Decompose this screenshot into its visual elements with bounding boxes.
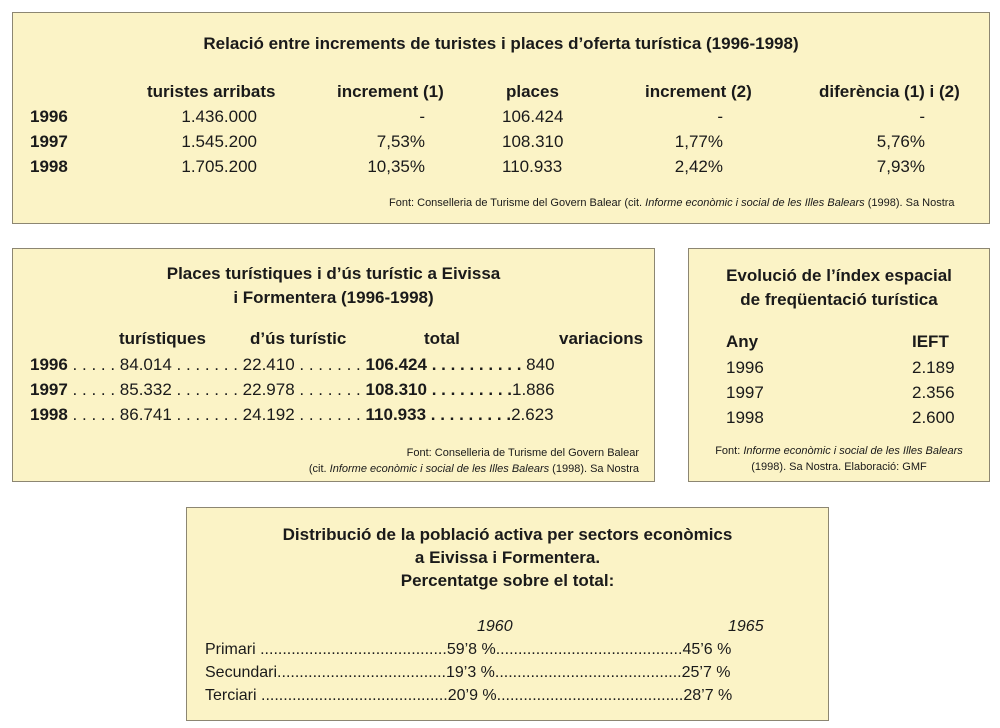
table3-year: 1996 — [726, 358, 764, 377]
table3-header-any: Any — [726, 332, 759, 351]
panel-ieft-index — [688, 248, 990, 482]
table1-inc1: 7,53% — [376, 132, 425, 151]
table1-header-increment2: increment (2) — [645, 82, 752, 101]
table2-source: Font: Conselleria de Turisme del Govern Balear (cit. Informe econòmic i social de les Illes Balears (1998). Sa Nostra — [308, 447, 639, 475]
table4-title-line2: a Eivissa i Formentera. — [414, 548, 601, 567]
table2-row: 1996 . . . . . 84.014 . . . . . . . 22.410 . . . . . . . 106.424 . . . . . . . . . . 840 — [30, 355, 555, 374]
table1-diff: 5,76% — [876, 132, 925, 151]
table1-places: 110.933 — [502, 157, 563, 176]
table3-value: 2.600 — [912, 408, 955, 427]
table4-title-line3: Percentatge sobre el total: — [400, 571, 615, 590]
table1-year: 1998 — [30, 157, 68, 176]
panel-active-population — [186, 507, 829, 721]
table3-value: 2.189 — [912, 358, 955, 377]
table1-diff: - — [919, 107, 925, 126]
table1-year: 1997 — [30, 132, 68, 151]
table1-inc1: 10,35% — [367, 157, 425, 176]
table3-year: 1998 — [726, 408, 764, 427]
table3-value: 2.356 — [912, 383, 955, 402]
table4-row: Secundari......................................19’3 %..........................................25’7 % — [205, 664, 731, 681]
table3-title-line1: Evolució de l’índex espacial — [726, 266, 952, 285]
table3-title-line2: de freqüentació turística — [740, 290, 938, 309]
table4-row: Primari ..........................................59’8 %..........................................45’6 % — [205, 641, 732, 658]
table3-year: 1997 — [726, 383, 764, 402]
table1-places: 108.310 — [502, 132, 564, 151]
table2-row: 1997 . . . . . 85.332 . . . . . . . 22.978 . . . . . . . 108.310 . . . . . . . . .1.886 — [30, 380, 555, 399]
table1-diff: 7,93% — [876, 157, 925, 176]
table1-header-difference: diferència (1) i (2) — [819, 82, 960, 101]
table2-header-turistiques: turístiques — [119, 329, 206, 348]
table2-title-line2: i Formentera (1996-1998) — [233, 288, 434, 307]
panel-tourist-increments — [12, 12, 990, 224]
table1-source: Font: Conselleria de Turisme del Govern Balear (cit. Informe econòmic i social de les Illes Balears (1998). Sa Nostra — [389, 197, 955, 209]
table1-inc1: - — [419, 107, 425, 126]
table1-arrivals: 1.545.200 — [181, 132, 257, 151]
table1-header-increment1: increment (1) — [337, 82, 444, 101]
table3-header-ieft: IEFT — [912, 332, 949, 351]
table2-title-line1: Places turístiques i d’ús turístic a Eivissa — [166, 264, 501, 283]
table1-arrivals: 1.705.200 — [181, 157, 257, 176]
table2-header-total: total — [424, 329, 460, 348]
table2-header-us-turistic: d’ús turístic — [250, 329, 347, 348]
table2-row: 1998 . . . . . 86.741 . . . . . . . 24.192 . . . . . . . 110.933 . . . . . . . . .2.623 — [30, 405, 554, 424]
table4-row: Terciari ..........................................20’9 %..........................................28’7 % — [205, 687, 733, 704]
table1-inc2: 2,42% — [674, 157, 723, 176]
table1-arrivals: 1.436.000 — [181, 107, 257, 126]
table4-title-line1: Distribució de la població activa per sectors econòmics — [282, 525, 733, 544]
table1-year: 1996 — [30, 107, 68, 126]
table1-inc2: - — [717, 107, 723, 126]
panel-places-eivissa — [12, 248, 655, 482]
table2-header-variacions: variacions — [559, 329, 644, 348]
table1-inc2: 1,77% — [674, 132, 723, 151]
table1-places: 106.424 — [502, 107, 564, 126]
table1-header-arrivals: turistes arribats — [147, 82, 276, 101]
table1-title: Relació entre increments de turistes i places d’oferta turística (1996-1998) — [203, 34, 799, 53]
table3-source: Font: Informe econòmic i social de les Illes Balears (1998). Sa Nostra. Elaboració: GMF — [715, 445, 963, 473]
table1-header-places: places — [506, 82, 559, 101]
table4-year-1965: 1965 — [728, 618, 764, 635]
table4-year-1960: 1960 — [477, 618, 513, 635]
